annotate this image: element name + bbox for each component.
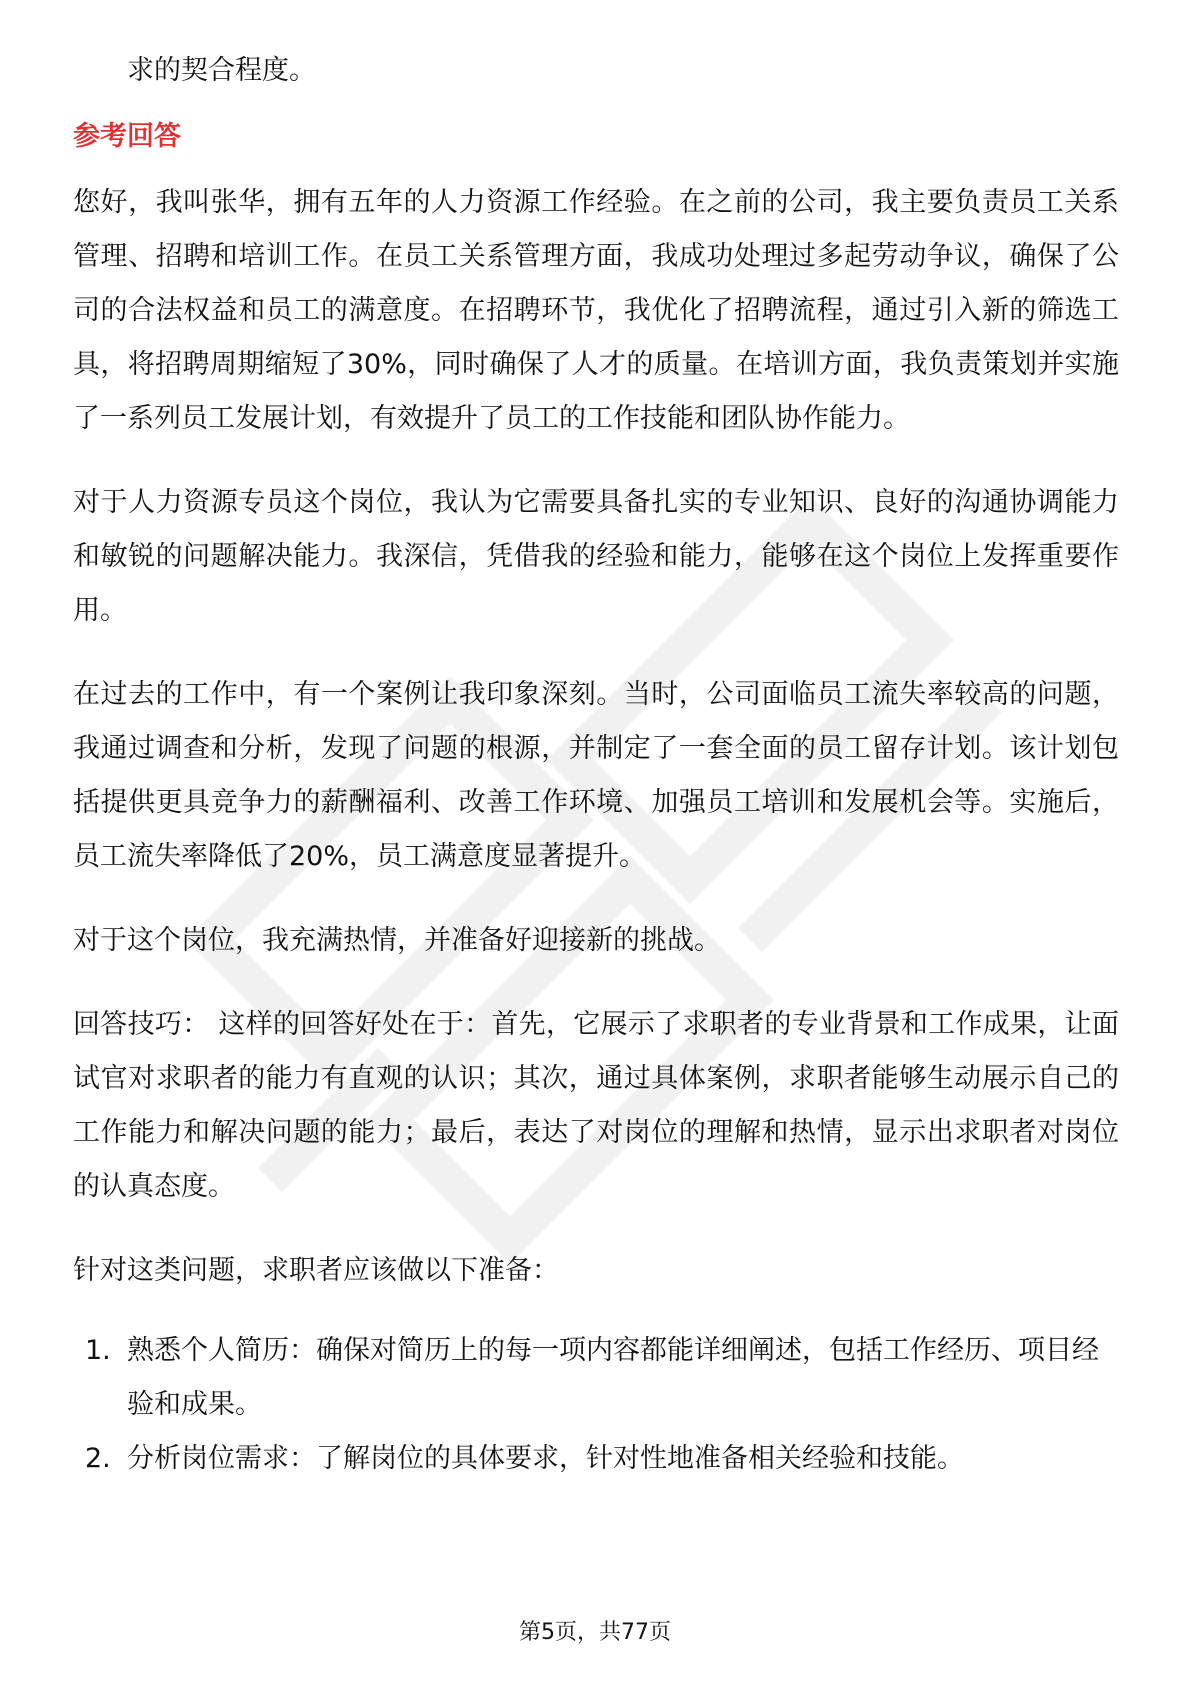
page-footer: 第5页，共77页 xyxy=(519,1620,671,1645)
list-item-number: 1. xyxy=(85,1335,111,1366)
paragraph-position: 对于人力资源专员这个岗位，我认为它需要具备扎实的专业知识、良好的沟通协调能力和敏锐的问题解决能力。我深信，凭借我的经验和能力，能够在这个岗位上发挥重要作用。 xyxy=(73,487,1119,626)
continued-line: 求的契合程度。 xyxy=(127,55,316,86)
list-item-text: 分析岗位需求：了解岗位的具体要求，针对性地准备相关经验和技能。 xyxy=(127,1443,964,1474)
paragraph-tips: 回答技巧： 这样的回答好处在于：首先，它展示了求职者的专业背景和工作成果，让面试官对求职者的能力有直观的认识；其次，通过具体案例，求职者能够生动展示自己的工作能力和解决问题的能力；最后，表达了对岗位的理解和热情，显示出求职者对岗位的认真态度。 xyxy=(73,1009,1119,1202)
list-item-number: 2. xyxy=(85,1443,111,1474)
paragraph-case: 在过去的工作中，有一个案例让我印象深刻。当时，公司面临员工流失率较高的问题，我通过调查和分析，发现了问题的根源，并制定了一套全面的员工留存计划。该计划包括提供更具竞争力的薪酬福利、改善工作环境、加强员工培训和发展机会等。实施后，员工流失率降低了20%，员工满意度显著提升。 xyxy=(73,679,1119,872)
document-body xyxy=(73,44,1119,1486)
paragraph-preparation: 针对这类问题，求职者应该做以下准备： xyxy=(73,1255,559,1286)
list-item xyxy=(73,1324,1119,1432)
list-item-text: 熟悉个人简历：确保对简历上的每一项内容都能详细阐述，包括工作经历、项目经验和成果。 xyxy=(127,1335,1099,1420)
paragraph-intro: 您好，我叫张华，拥有五年的人力资源工作经验。在之前的公司，我主要负责员工关系管理、招聘和培训工作。在员工关系管理方面，我成功处理过多起劳动争议，确保了公司的合法权益和员工的满意度。在招聘环节，我优化了招聘流程，通过引入新的筛选工具，将招聘周期缩短了30%，同时确保了人才的质量。在培训方面，我负责策划并实施了一系列员工发展计划，有效提升了员工的工作技能和团队协作能力。 xyxy=(73,187,1119,434)
paragraph-enthusiasm: 对于这个岗位，我充满热情，并准备好迎接新的挑战。 xyxy=(73,925,721,956)
section-heading: 参考回答 xyxy=(73,121,181,152)
list-item xyxy=(73,1432,1119,1486)
preparation-list xyxy=(73,1324,1119,1486)
